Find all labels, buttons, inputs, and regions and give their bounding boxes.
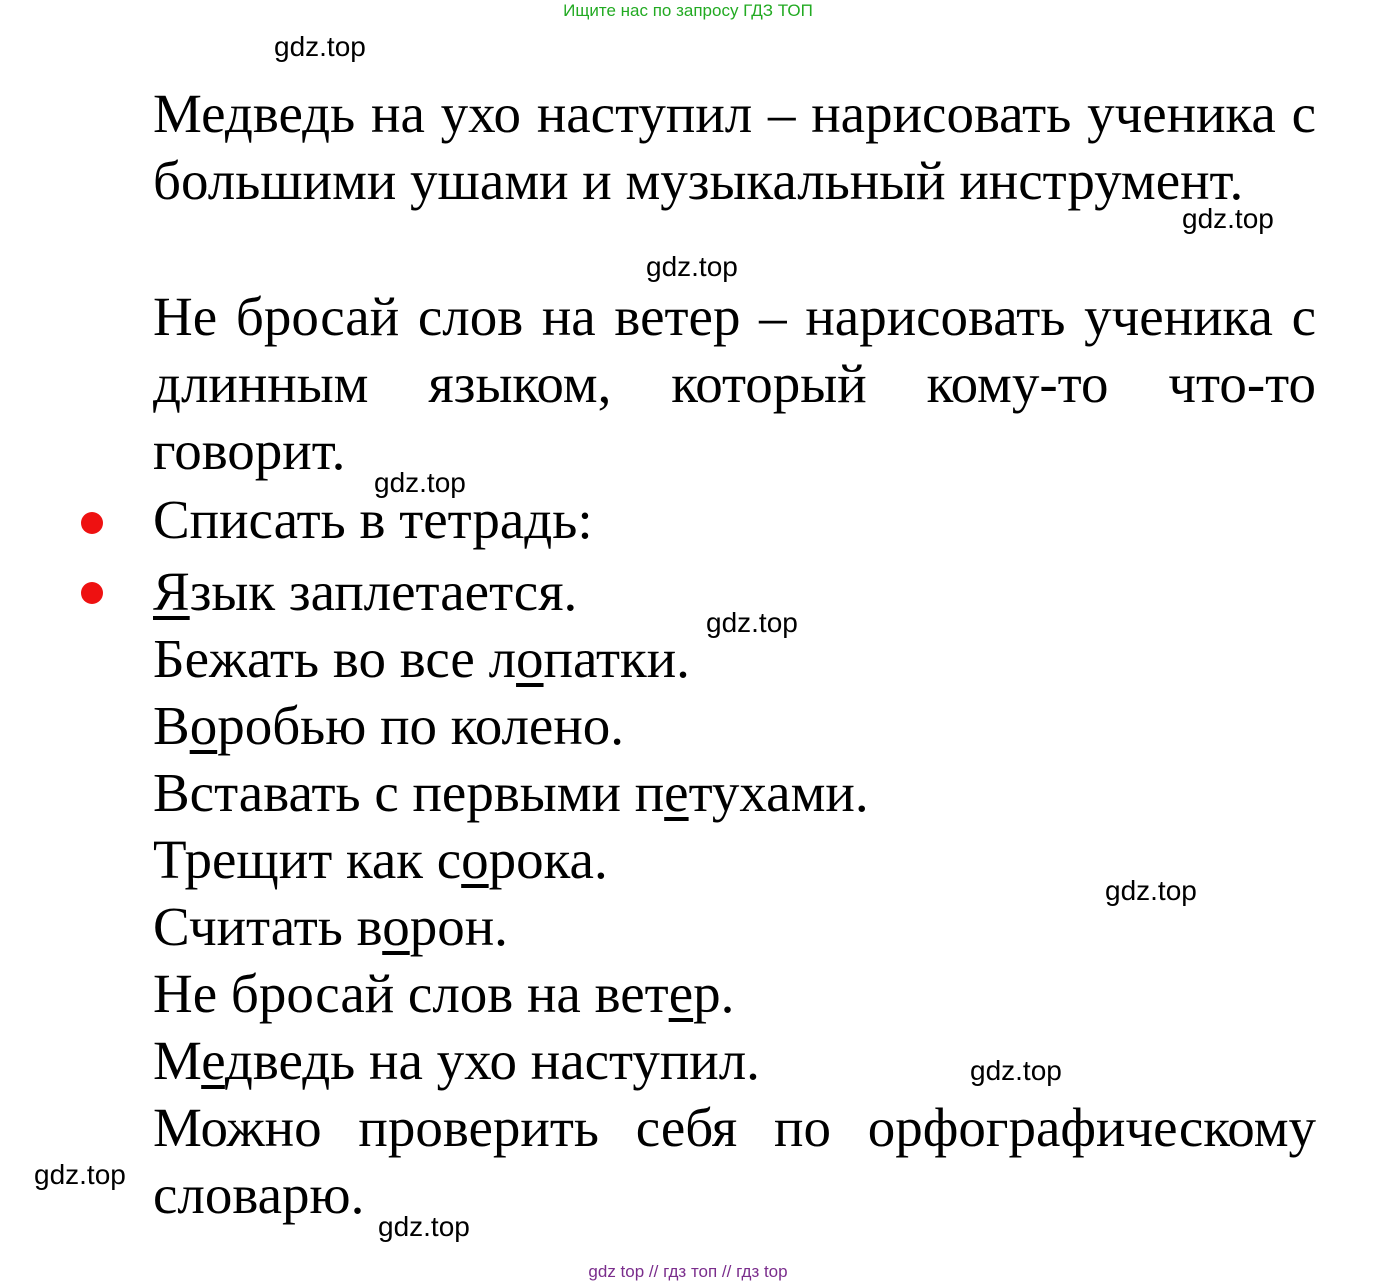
highlighted-letter: о [189, 695, 218, 756]
highlighted-letter: о [382, 896, 410, 957]
bullet-copy-task: Списать в тетрадь: [153, 489, 593, 550]
phrase-item: Считать ворон. [153, 896, 508, 957]
highlighted-letter: е [668, 963, 694, 1024]
phrase-item: Медведь на ухо наступил. [153, 1030, 760, 1091]
watermark: gdz.top [646, 251, 738, 282]
watermark: gdz.top [706, 607, 798, 638]
phrase-item: Воробью по колено. [153, 695, 625, 756]
closing-paragraph: Можно проверить себя по орфографическому словарю. [153, 1097, 1316, 1225]
highlighted-letter: Я [153, 561, 190, 622]
watermark: gdz.top [1105, 875, 1197, 906]
watermark: gdz.top [1182, 203, 1274, 234]
phrase-item: Трещит как сорока. [153, 829, 608, 890]
watermark: gdz.top [274, 31, 366, 62]
highlighted-letter: е [664, 762, 689, 823]
phrase-item: Вставать с первыми петухами. [153, 762, 869, 823]
footer-links: gdz top // гдз топ // гдз top [588, 1262, 788, 1281]
paragraph-bear-ear: Медведь на ухо наступил – нарисовать ученика с большими ушами и музыкальный инструмент. [153, 83, 1316, 211]
watermark: gdz.top [970, 1055, 1062, 1086]
watermark: gdz.top [374, 467, 466, 498]
highlighted-letter: о [516, 628, 544, 689]
bullet-dot [81, 512, 103, 534]
highlighted-letter: е [201, 1030, 225, 1091]
watermark: gdz.top [34, 1159, 126, 1190]
bullet-dot [81, 582, 103, 604]
phrase-item: Не бросай слов на ветер. [153, 963, 735, 1024]
search-banner: Ищите нас по запросу ГДЗ ТОП [563, 1, 813, 20]
phrase-item: Бежать во все лопатки. [153, 628, 690, 689]
phrase-item: Язык заплетается. [153, 561, 578, 622]
watermark: gdz.top [378, 1211, 470, 1242]
highlighted-letter: о [461, 829, 489, 890]
paragraph-words-wind: Не бросай слов на ветер – нарисовать ученика с длинным языком, который кому-то что-то говорит. [153, 286, 1316, 481]
